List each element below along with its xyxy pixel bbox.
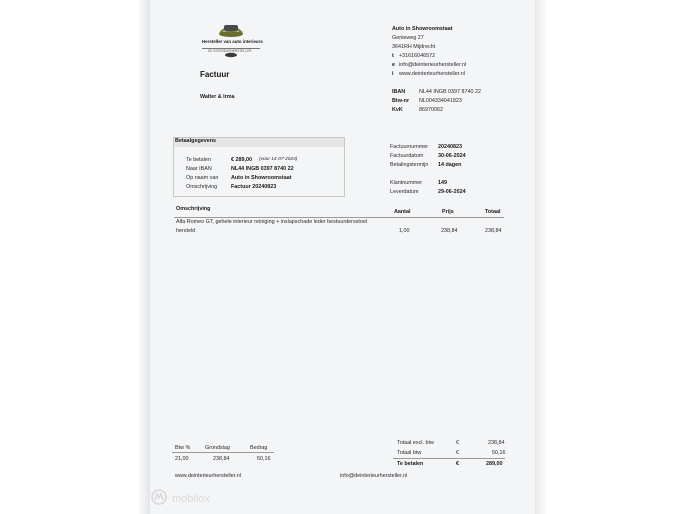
to-pay-label: Te betalen (186, 157, 211, 163)
col-header-price: Prijs (442, 209, 454, 215)
mobilox-logo-icon (150, 488, 168, 506)
customer-number: 149 (438, 180, 447, 186)
vat-amount: 50,16 (257, 456, 271, 462)
line-item-price: 238,84 (441, 228, 458, 234)
total-excl-label: Totaal excl. btw (397, 440, 434, 446)
line-item-desc-2: hersteld (176, 228, 196, 234)
line-item-qty: 1,00 (399, 228, 410, 234)
payment-term-label: Betalingstermijn (390, 162, 429, 168)
to-iban-value: NL44 INGB 0397 8740 22 (231, 166, 294, 172)
total-excl-value: 238,84 (488, 440, 505, 446)
email-address: info@deinterieurhersteller.nl (399, 62, 467, 68)
vat-header-base: Grondslag (205, 445, 230, 451)
iban-label: IBAN (392, 89, 406, 95)
web-address: www.deinterieurhersteller.nl (399, 71, 465, 77)
watermark-text: mobilox (172, 493, 210, 505)
total-pay-label: Te betalen (397, 461, 424, 467)
btw-label: Btw-nr (392, 98, 410, 104)
line-item-total: 238,84 (485, 228, 502, 234)
name-label: Op naam van (186, 175, 219, 181)
kvk-label: KvK (392, 107, 403, 113)
delivery-date: 29-06-2024 (438, 189, 466, 195)
iban-value: NL44 INGB 0397 8740 22 (419, 89, 482, 95)
customer-name: Walter & Irma (200, 94, 235, 100)
to-pay-value: € 289,00 (231, 157, 252, 163)
total-pay-value: 289,00 (486, 461, 503, 467)
phone-number: +31616046572 (399, 53, 436, 59)
btw-value: NL004334041823 (419, 98, 462, 104)
col-header-total: Totaal (485, 209, 501, 215)
phone-label: t (392, 53, 394, 59)
desc-value: Factuur 20240823 (231, 184, 277, 190)
vat-table-divider (172, 452, 274, 453)
desc-label: Omschrijving (186, 184, 218, 190)
total-btw-currency: € (456, 450, 459, 456)
vat-rate: 21,00 (175, 456, 189, 462)
delivery-date-label: Leverdatum (390, 189, 419, 195)
vat-base: 238,84 (213, 456, 230, 462)
paper-shadow-left (138, 0, 150, 514)
email-label: e (392, 62, 395, 68)
invoice-number-label: Factuurnummer (390, 144, 429, 150)
paper-shadow-right (535, 0, 547, 514)
vat-header-rate: Btw % (175, 445, 191, 451)
footer-website: www.deinterieurhersteller.nl (175, 473, 241, 479)
total-pay-currency: € (456, 461, 459, 467)
invoice-date-label: Factuurdatum (390, 153, 424, 159)
payment-heading: Betaalgegevens (175, 138, 217, 144)
invoice-number: 20240823 (438, 144, 462, 150)
invoice-date: 30-06-2024 (438, 153, 466, 159)
payment-term: 14 dagen (438, 162, 462, 168)
logo-text: Hersteller van auto interieurs (202, 39, 263, 44)
totals-divider (393, 458, 505, 459)
total-btw-label: Totaal btw (397, 450, 422, 456)
recipient-name: Auto in Showroomstaat (392, 26, 453, 32)
vat-header-amount: Bedrag (250, 445, 268, 451)
footer-email: info@deinterieurhersteller.nl (340, 473, 408, 479)
customer-number-label: Klantnummer (390, 180, 423, 186)
logo-tagline: DE INTERIEURHERSTELLER (208, 49, 252, 53)
line-items-divider (174, 217, 504, 218)
due-note: (voor 14-07-2024) (259, 157, 298, 162)
invoice-title: Factuur (200, 70, 230, 79)
kvk-value: 86970062 (419, 107, 443, 113)
line-item-desc-1: Alfa Romeo GT, gehele interieur reiniging + inslapschade leder bestuurdersstoel (176, 219, 368, 225)
total-excl-currency: € (456, 440, 459, 446)
to-iban-label: Naar IBAN (186, 166, 212, 172)
mobilox-watermark (150, 488, 210, 511)
col-header-qty: Aantal (394, 209, 411, 215)
name-value: Auto in Showroomstaat (231, 175, 292, 181)
recipient-city: 3641RH Mijdrecht (392, 44, 436, 50)
web-label: i (392, 71, 394, 77)
col-header-description: Omschrijving (176, 206, 211, 212)
total-btw-value: 50,16 (492, 450, 506, 456)
company-logo (196, 19, 266, 59)
recipient-street: Genieweg 27 (392, 35, 424, 41)
